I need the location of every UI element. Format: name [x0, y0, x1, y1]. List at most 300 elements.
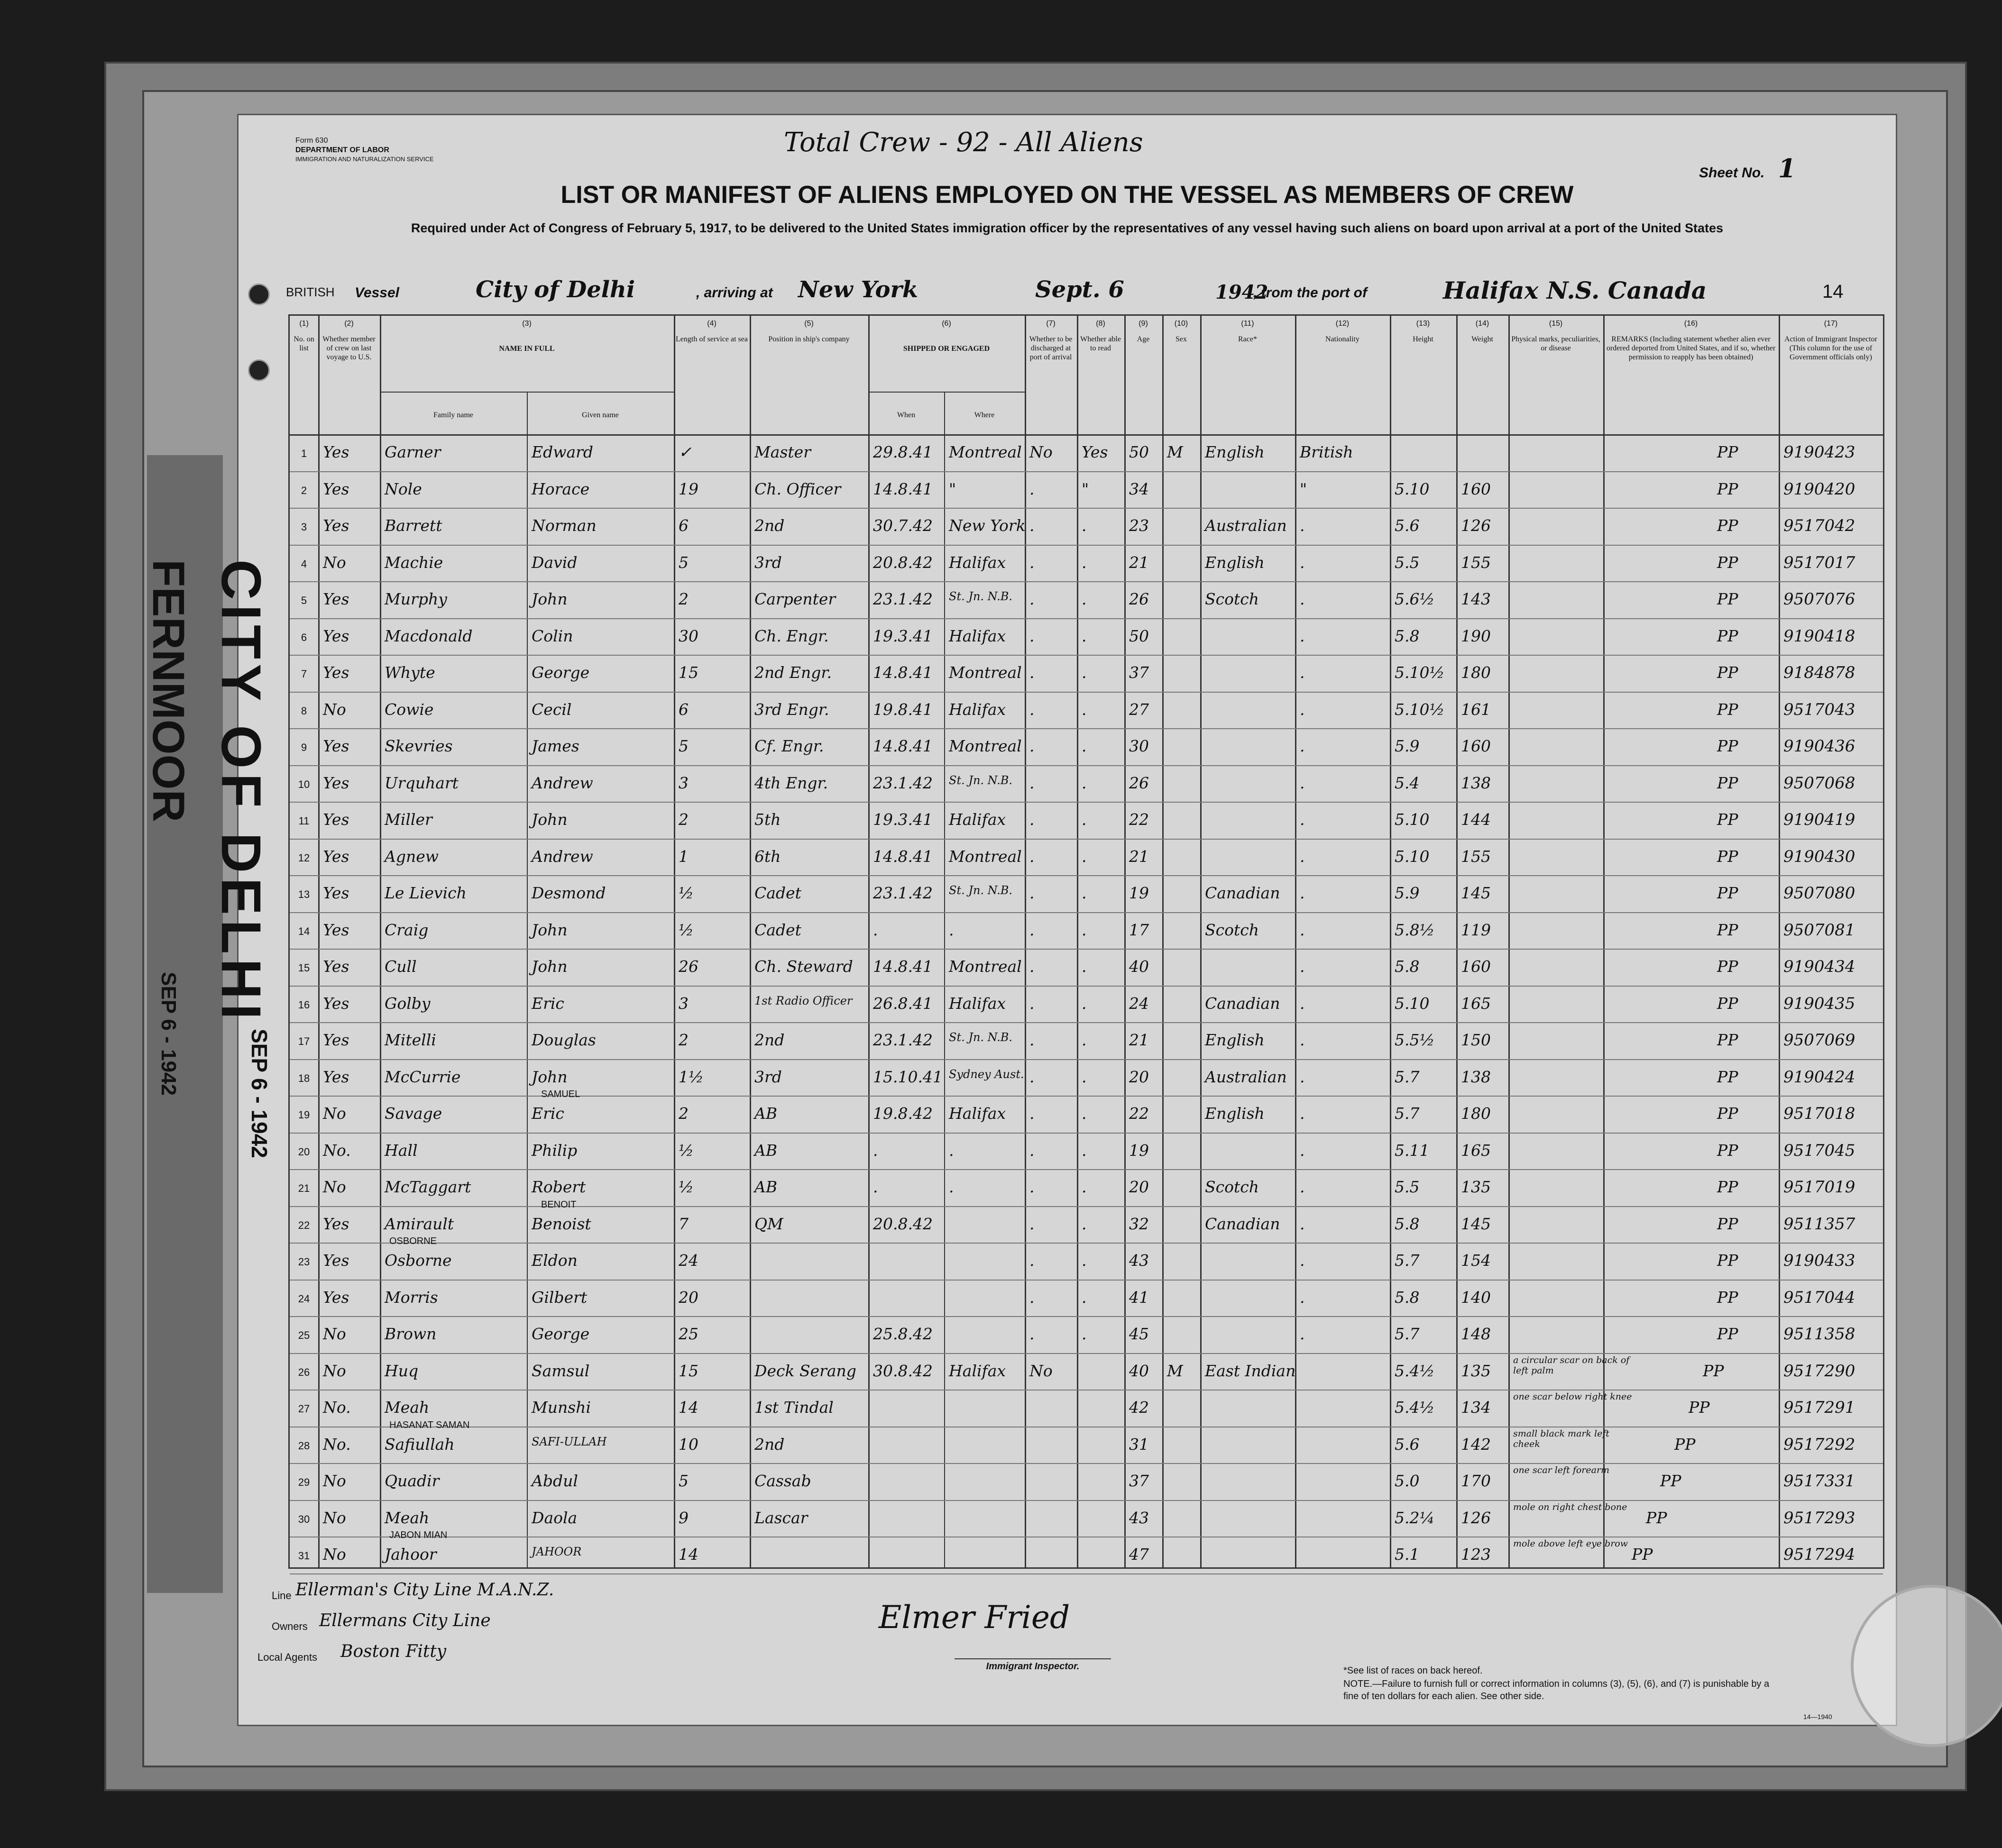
cell-disch: No [1029, 443, 1053, 461]
vessel-label: Vessel [355, 285, 399, 301]
cell-when: 14.8.41 [873, 737, 933, 755]
cell-ht: 5.10 [1395, 810, 1430, 829]
cell-given: Abdul [532, 1472, 578, 1490]
cell-ht: 5.7 [1395, 1251, 1420, 1270]
column-number: (10) [1174, 320, 1188, 328]
cell-read: . [1082, 553, 1087, 572]
cell-remarks: PP [1717, 479, 1738, 498]
table-row [290, 1199, 1883, 1243]
cell-given: Gilbert [532, 1288, 588, 1307]
cell-given: SAFI-ULLAH [532, 1435, 607, 1448]
cell-no: 11 [298, 815, 310, 827]
service-name: IMMIGRATION AND NATURALIZATION SERVICE [295, 156, 434, 163]
cell-race: English [1205, 553, 1265, 572]
cell-age: 50 [1129, 626, 1149, 645]
cell-remarks: PP [1660, 1472, 1681, 1490]
cell-given: Desmond [532, 884, 606, 902]
cell-read: . [1082, 994, 1087, 1013]
footer-note-races: *See list of races on back hereof. [1343, 1665, 1483, 1676]
cell-action: 9190434 [1783, 957, 1855, 976]
cell-disch: . [1029, 957, 1035, 976]
cell-svc: 6 [679, 516, 689, 535]
cell-given: John [532, 957, 568, 976]
cell-pos: 6th [754, 847, 781, 866]
total-crew-note: Total Crew - 92 - All Aliens [784, 127, 1143, 158]
cell-when: 23.1.42 [873, 590, 933, 608]
cell-where: St. Jn. N.B. [949, 590, 1013, 603]
cell-no: 31 [298, 1550, 310, 1562]
cell-no: 15 [298, 962, 310, 974]
cell-age: 47 [1129, 1545, 1149, 1564]
cell-nat: . [1300, 700, 1305, 719]
cell-family: Whyte [385, 663, 435, 682]
cell-read: . [1082, 1178, 1087, 1196]
cell-read: . [1082, 1325, 1087, 1343]
cell-last: No [323, 700, 346, 719]
cell-svc: 25 [679, 1325, 698, 1343]
arrival-port: New York [798, 276, 918, 303]
table-row [290, 1169, 1883, 1206]
cell-ht: 5.2¼ [1395, 1508, 1435, 1527]
fernmoor-date-stamp: SEP 6 - 1942 [157, 972, 180, 1096]
cell-nat: . [1300, 737, 1305, 755]
cell-nat: . [1300, 1104, 1305, 1123]
cell-svc: 10 [679, 1435, 698, 1454]
column-header-wt: Weight [1471, 335, 1493, 343]
name-correction-note: OSBORNE [389, 1236, 437, 1246]
cell-race: Canadian [1205, 1214, 1280, 1233]
cell-race: Scotch [1205, 590, 1259, 608]
cell-age: 43 [1129, 1251, 1149, 1270]
cell-wt: 145 [1461, 1214, 1491, 1233]
cell-no: 25 [298, 1329, 310, 1341]
cell-where: . [949, 920, 954, 939]
cell-disch: . [1029, 773, 1035, 792]
column-header-read: Whether able to read [1080, 335, 1121, 352]
cell-ht: 5.8 [1395, 1288, 1420, 1307]
cell-action: 9190424 [1783, 1067, 1855, 1087]
cell-age: 27 [1129, 700, 1149, 719]
cell-remarks: PP [1717, 1288, 1738, 1307]
cell-when: 25.8.42 [873, 1325, 933, 1343]
cell-family: McTaggart [385, 1178, 471, 1196]
from-port: Halifax N.S. Canada [1443, 276, 1707, 304]
cell-remarks: PP [1717, 1325, 1738, 1343]
cell-remarks: PP [1717, 1214, 1738, 1233]
cell-wt: 143 [1461, 590, 1491, 608]
table-row [290, 1280, 1883, 1317]
cell-action: 9190418 [1783, 626, 1855, 646]
cell-marks: a circular scar on back of left palm [1513, 1354, 1630, 1376]
cell-svc: 1 [679, 847, 689, 866]
cell-disch: . [1029, 1178, 1035, 1196]
cell-age: 19 [1129, 1141, 1149, 1160]
cell-no: 16 [298, 998, 310, 1011]
cell-svc: 19 [679, 479, 698, 498]
cell-when: 15.10.41 [873, 1067, 943, 1086]
cell-remarks: PP [1717, 1178, 1738, 1196]
cell-where: Halifax [949, 626, 1006, 645]
cell-given: Douglas [532, 1031, 596, 1049]
cell-disch: . [1029, 700, 1035, 719]
cell-family: Hall [385, 1141, 418, 1160]
column-number: (3) [522, 320, 532, 328]
cell-ht: 5.0 [1395, 1472, 1420, 1490]
cell-remarks: PP [1717, 957, 1738, 976]
cell-given: James [532, 737, 579, 755]
cell-svc: 2 [679, 810, 689, 829]
cell-family: McCurrie [385, 1067, 461, 1086]
cell-wt: 180 [1461, 663, 1491, 682]
column-header-when: When [897, 411, 916, 419]
footer-agents-value: Boston Fitty [340, 1642, 447, 1661]
cell-ht: 5.8 [1395, 1214, 1420, 1233]
cell-remarks: PP [1717, 700, 1738, 719]
cell-last: No [323, 1508, 346, 1527]
table-row [290, 471, 1883, 508]
cell-no: 10 [298, 778, 310, 790]
cell-read: . [1082, 1067, 1087, 1086]
cell-last: Yes [323, 443, 349, 461]
cell-when: 14.8.41 [873, 663, 933, 682]
cell-svc: 5 [679, 553, 689, 572]
cell-marks: mole on right chest bone [1513, 1501, 1627, 1512]
cell-disch: . [1029, 516, 1035, 535]
cell-read: Yes [1082, 443, 1108, 461]
arriving-label: , arriving at [696, 285, 773, 301]
cell-wt: 134 [1461, 1398, 1491, 1417]
table-row [290, 1390, 1883, 1427]
cell-wt: 135 [1461, 1178, 1491, 1196]
cell-disch: . [1029, 1214, 1035, 1233]
cell-no: 30 [298, 1513, 310, 1525]
cell-last: No [323, 1178, 346, 1196]
cell-last: Yes [323, 847, 349, 866]
footer-line-value: Ellerman's City Line M.A.N.Z. [295, 1580, 554, 1600]
cell-last: No. [323, 1141, 351, 1160]
name-correction-note: JABON MIAN [389, 1530, 448, 1540]
cell-last: No [323, 1361, 346, 1380]
cell-svc: 3 [679, 773, 689, 792]
cell-action: 9517291 [1783, 1398, 1855, 1417]
column-number: (13) [1416, 320, 1430, 328]
cell-remarks: PP [1717, 737, 1738, 755]
cell-read: . [1082, 1251, 1087, 1270]
column-header-where: Where [974, 411, 995, 419]
cell-ht: 5.10 [1395, 847, 1430, 866]
cell-last: Yes [323, 920, 349, 939]
column-number: (4) [707, 320, 716, 328]
cell-nat: . [1300, 1288, 1305, 1307]
cell-read: . [1082, 957, 1087, 976]
cell-nat: " [1300, 479, 1307, 498]
cell-svc: 26 [679, 957, 698, 976]
cell-race: Canadian [1205, 884, 1280, 902]
cell-age: 20 [1129, 1178, 1149, 1196]
cell-last: Yes [323, 479, 349, 498]
cell-ht: 5.6 [1395, 516, 1420, 535]
cell-nat: . [1300, 1031, 1305, 1049]
cell-remarks: PP [1703, 1361, 1724, 1380]
cell-svc: 7 [679, 1214, 689, 1233]
cell-action: 9507080 [1783, 884, 1855, 903]
cell-svc: 5 [679, 1472, 689, 1490]
cell-ht: 5.9 [1395, 737, 1420, 755]
cell-given: Samsul [532, 1361, 590, 1380]
footer-owners-value: Ellermans City Line [319, 1611, 491, 1630]
cell-disch: . [1029, 590, 1035, 608]
table-row [290, 728, 1883, 765]
cell-wt: 180 [1461, 1104, 1491, 1123]
cell-no: 1 [301, 448, 307, 459]
cell-wt: 138 [1461, 1067, 1491, 1086]
cell-given: Norman [532, 516, 597, 535]
column-header-action: Action of Immigrant Inspector (This column for the use of Government officials only) [1784, 335, 1877, 361]
cell-svc: 14 [679, 1398, 698, 1417]
vessel-stamp: CITY OF DELHI [210, 559, 272, 1025]
cell-wt: 126 [1461, 516, 1491, 535]
column-header-age: Age [1137, 335, 1150, 343]
cell-read: . [1082, 773, 1087, 792]
cell-remarks: PP [1689, 1398, 1710, 1417]
form-code: 14—1940 [1803, 1713, 1832, 1720]
cell-where: Montreal [949, 737, 1022, 755]
page-title: LIST OR MANIFEST OF ALIENS EMPLOYED ON THE VESSEL AS MEMBERS OF CREW [560, 181, 1574, 209]
cell-pos: Deck Serang [754, 1361, 856, 1380]
cell-svc: 2 [679, 1104, 689, 1123]
cell-where: Halifax [949, 700, 1006, 719]
cell-given: Colin [532, 626, 573, 645]
cell-where: St. Jn. N.B. [949, 1031, 1013, 1044]
column-header-shipped: SHIPPED OR ENGAGED [903, 345, 990, 353]
cell-svc: 1½ [679, 1067, 704, 1086]
cell-where: " [949, 479, 956, 498]
cell-last: Yes [323, 516, 349, 535]
cell-nat: . [1300, 1141, 1305, 1160]
cell-action: 9517290 [1783, 1361, 1855, 1381]
cell-action: 9184878 [1783, 663, 1855, 682]
column-number: (7) [1046, 320, 1056, 328]
cell-family: Meah [385, 1508, 430, 1527]
cell-given: JAHOOR [532, 1545, 582, 1558]
cell-when: 14.8.41 [873, 847, 933, 866]
department: DEPARTMENT OF LABOR [295, 146, 389, 154]
cell-remarks: PP [1717, 810, 1738, 829]
cell-disch: . [1029, 626, 1035, 645]
cell-pos: 3rd Engr. [754, 700, 829, 719]
column-header-marks: Physical marks, peculiarities, or disease [1511, 335, 1600, 352]
cell-remarks: PP [1717, 1251, 1738, 1270]
column-number: (16) [1684, 320, 1698, 328]
cell-remarks: PP [1717, 443, 1738, 461]
cell-nat: . [1300, 957, 1305, 976]
cell-no: 29 [298, 1476, 310, 1488]
cell-action: 9517018 [1783, 1104, 1855, 1123]
cell-pos: 2nd Engr. [754, 663, 832, 682]
column-number: (17) [1824, 320, 1838, 328]
sheet-no-value: 1 [1778, 153, 1796, 183]
fernmoor-stamp: FERNMOOR [143, 559, 193, 823]
cell-no: 27 [298, 1403, 310, 1415]
column-number: (11) [1241, 320, 1254, 328]
cell-nat: . [1300, 516, 1305, 535]
cell-nat: . [1300, 1214, 1305, 1233]
table-row [290, 1463, 1883, 1500]
cell-disch: No [1029, 1361, 1053, 1380]
cell-read: " [1082, 479, 1089, 498]
cell-where: Montreal [949, 663, 1022, 682]
cell-given: Edward [532, 443, 594, 461]
cell-given: John [532, 590, 568, 608]
cell-remarks: PP [1674, 1435, 1696, 1454]
cell-age: 43 [1129, 1508, 1149, 1527]
cell-marks: small black mark left cheek [1513, 1428, 1610, 1449]
cell-where: . [949, 1141, 954, 1160]
cell-nat: . [1300, 1178, 1305, 1196]
cell-when: 19.8.42 [873, 1104, 933, 1123]
table-row [290, 581, 1883, 618]
cell-given: Eric [532, 994, 564, 1013]
cell-remarks: PP [1717, 1067, 1738, 1086]
cell-when: . [873, 1141, 878, 1160]
column-number: (15) [1549, 320, 1563, 328]
cell-action: 9517017 [1783, 553, 1855, 572]
cell-svc: 2 [679, 590, 689, 608]
column-number: (9) [1139, 320, 1148, 328]
cell-ht: 5.10 [1395, 479, 1430, 498]
cell-last: No [323, 1545, 346, 1564]
cell-ht: 5.7 [1395, 1325, 1420, 1343]
cell-action: 9190419 [1783, 810, 1855, 829]
header-rule [380, 392, 674, 393]
cell-when: 20.8.42 [873, 1214, 933, 1233]
column-header-race: Race* [1238, 335, 1257, 343]
cell-when: 23.1.42 [873, 884, 933, 902]
cell-svc: 2 [679, 1031, 689, 1049]
cell-age: 40 [1129, 957, 1149, 976]
crew-table [288, 314, 1884, 1569]
cell-no: 22 [298, 1219, 310, 1231]
sheet-no-label [1699, 153, 1796, 183]
cell-ht: 5.6 [1395, 1435, 1420, 1454]
cell-nat: . [1300, 920, 1305, 939]
cell-family: Amirault [385, 1214, 454, 1233]
cell-no: 2 [301, 484, 307, 496]
cell-read: . [1082, 663, 1087, 682]
cell-given: John [532, 1067, 568, 1086]
cell-svc: 5 [679, 737, 689, 755]
cell-no: 9 [301, 741, 307, 753]
cell-age: 17 [1129, 920, 1149, 939]
cell-ht: 5.10½ [1395, 700, 1445, 719]
cell-given: Andrew [532, 773, 593, 792]
cell-age: 21 [1129, 1031, 1149, 1049]
cell-family: Nole [385, 479, 422, 498]
cell-ht: 5.4 [1395, 773, 1420, 792]
cell-family: Meah [385, 1398, 430, 1417]
cell-nat: . [1300, 1251, 1305, 1270]
cell-svc: 15 [679, 663, 698, 682]
arrival-date: Sept. 6 [1035, 276, 1124, 303]
cell-no: 3 [301, 521, 307, 533]
cell-age: 22 [1129, 1104, 1149, 1123]
cell-read: . [1082, 1214, 1087, 1233]
cell-marks: mole above left eye brow [1513, 1538, 1628, 1549]
cell-no: 5 [301, 595, 307, 606]
name-correction-note: SAMUEL [541, 1089, 580, 1099]
sheet-no-label-text: Sheet No. [1699, 165, 1765, 181]
cell-wt: 155 [1461, 553, 1491, 572]
cell-pos: AB [754, 1178, 778, 1196]
cell-age: 41 [1129, 1288, 1149, 1307]
table-row [290, 875, 1883, 912]
column-header-family: Family name [433, 411, 473, 419]
vessel-date-stamp: SEP 6 - 1942 [247, 1029, 272, 1158]
cell-disch: . [1029, 737, 1035, 755]
cell-when: 14.8.41 [873, 479, 933, 498]
cell-pos: Cf. Engr. [754, 737, 824, 755]
table-row [290, 1419, 1883, 1464]
nationality-prefix: BRITISH [286, 285, 335, 299]
table-row [290, 434, 1883, 471]
cell-where: St. Jn. N.B. [949, 884, 1013, 897]
cell-where: Montreal [949, 847, 1022, 866]
cell-when: 19.3.41 [873, 626, 933, 645]
cell-disch: . [1029, 479, 1035, 498]
cell-age: 50 [1129, 443, 1149, 461]
cell-disch: . [1029, 994, 1035, 1013]
cell-action: 9517331 [1783, 1472, 1855, 1491]
cell-pos: Ch. Engr. [754, 626, 829, 645]
cell-last: No [323, 1104, 346, 1123]
table-row [290, 1133, 1883, 1170]
cell-no: 21 [298, 1182, 310, 1194]
column-number: (2) [344, 320, 354, 328]
cell-action: 9507068 [1783, 773, 1855, 793]
page-number: 14 [1822, 281, 1844, 302]
cell-where: Halifax [949, 994, 1006, 1013]
cell-svc: 9 [679, 1508, 689, 1527]
table-row [290, 1500, 1883, 1537]
cell-svc: 3 [679, 994, 689, 1013]
cell-age: 24 [1129, 994, 1149, 1013]
cell-nat: . [1300, 1067, 1305, 1086]
vessel-name: City of Delhi [476, 276, 635, 303]
cell-age: 26 [1129, 590, 1149, 608]
cell-wt: 170 [1461, 1472, 1491, 1490]
cell-action: 9517044 [1783, 1288, 1855, 1307]
cell-action: 9190436 [1783, 737, 1855, 756]
table-row [290, 1236, 1883, 1280]
cell-nat: . [1300, 663, 1305, 682]
arrival-year: 1942 [1215, 281, 1268, 303]
cell-svc: 24 [679, 1251, 698, 1270]
cell-when: . [873, 920, 878, 939]
cell-where: Halifax [949, 1361, 1006, 1380]
cell-pos: Master [754, 443, 811, 461]
punch-hole [248, 284, 270, 305]
table-row [290, 692, 1883, 729]
column-number: (1) [299, 320, 309, 328]
cell-remarks: PP [1717, 626, 1738, 645]
cell-sex: M [1167, 1361, 1183, 1380]
cell-last: Yes [323, 773, 349, 792]
cell-family: Cull [385, 957, 417, 976]
cell-given: Robert [532, 1178, 586, 1196]
cell-sex: M [1167, 443, 1183, 461]
cell-no: 14 [298, 925, 310, 937]
cell-pos: AB [754, 1141, 778, 1160]
